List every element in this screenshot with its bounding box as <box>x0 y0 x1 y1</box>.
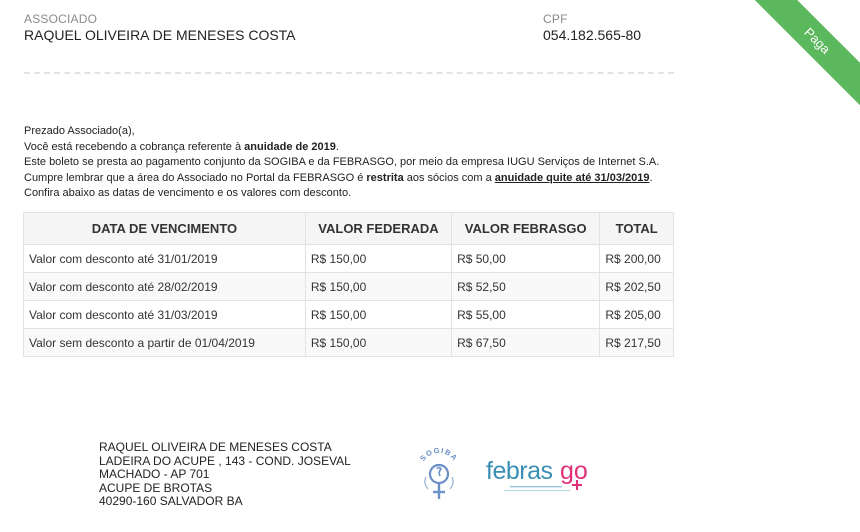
cell-febrasgo: R$ 52,50 <box>452 273 600 301</box>
sogiba-logo <box>415 447 463 503</box>
col-header-total: TOTAL <box>600 213 674 245</box>
message-line-payment: Este boleto se presta ao pagamento conjunto da SOGIBA e da FEBRASGO, por meio da empresa IUGU Serviços de Internet S.A. <box>24 156 660 168</box>
annuity-paid-link: anuidade quite até 31/03/2019 <box>494 171 650 184</box>
table-row <box>24 301 674 329</box>
cell-due-date: Valor com desconto até 31/01/2019 <box>24 245 306 273</box>
message-line-confirm: Confira abaixo as datas de vencimento e os valores com desconto. <box>24 187 352 199</box>
febrasgo-logo <box>484 452 596 497</box>
address-line: 40290-160 SALVADOR BA <box>99 494 243 508</box>
message-block <box>24 124 659 202</box>
cell-federada: R$ 150,00 <box>305 301 451 329</box>
cell-total: R$ 217,50 <box>600 329 674 357</box>
cpf-label: CPF <box>543 12 568 26</box>
table-row <box>24 273 674 301</box>
address-line: RAQUEL OLIVEIRA DE MENESES COSTA <box>99 440 332 454</box>
cell-total: R$ 205,00 <box>600 301 674 329</box>
status-ribbon <box>740 0 860 120</box>
restricted-highlight: restrita <box>366 171 404 184</box>
svg-text:SOGIBA <box>418 447 460 463</box>
text: Você está recebendo a cobrança referente à <box>24 140 245 153</box>
text: . <box>649 171 653 184</box>
text: . <box>335 140 339 153</box>
table-row <box>24 329 674 357</box>
table-header-row <box>24 213 674 245</box>
cell-due-date: Valor sem desconto a partir de 01/04/2019 <box>24 329 306 357</box>
cell-total: R$ 202,50 <box>600 273 674 301</box>
col-header-febrasgo: VALOR FEBRASGO <box>452 213 600 245</box>
message-line-annuity <box>24 140 659 156</box>
cell-due-date: Valor com desconto até 28/02/2019 <box>24 273 306 301</box>
text: Cumpre lembrar que a área do Associado no Portal da FEBRASGO é <box>24 171 367 184</box>
dashed-divider <box>24 72 674 74</box>
febrasgo-logo-main: febras <box>486 457 553 485</box>
col-header-federada: VALOR FEDERADA <box>305 213 451 245</box>
cell-total: R$ 200,00 <box>600 245 674 273</box>
cell-febrasgo: R$ 55,00 <box>452 301 600 329</box>
address-line: MACHADO - AP 701 <box>99 467 210 481</box>
cell-febrasgo: R$ 50,00 <box>452 245 600 273</box>
address-line: LADEIRA DO ACUPE , 143 - COND. JOSEVAL <box>99 453 351 468</box>
text: aos sócios com a <box>403 171 495 184</box>
cell-federada: R$ 150,00 <box>305 329 451 357</box>
associado-name: RAQUEL OLIVEIRA DE MENESES COSTA <box>24 27 296 43</box>
sogiba-logo-text: SOGIBA <box>418 447 460 463</box>
mailing-address <box>99 441 351 509</box>
cpf-value: 054.182.565-80 <box>543 27 642 43</box>
febrasgo-logo-accent: go <box>560 457 588 485</box>
cell-febrasgo: R$ 67,50 <box>452 329 600 357</box>
associado-label: ASSOCIADO <box>24 12 98 26</box>
cell-due-date: Valor com desconto até 31/03/2019 <box>24 301 306 329</box>
greeting: Prezado Associado(a), <box>24 125 135 137</box>
annuity-highlight: anuidade de 2019 <box>244 140 336 153</box>
col-header-due-date: DATA DE VENCIMENTO <box>24 213 306 245</box>
message-line-restricted <box>24 171 659 187</box>
address-line: ACUPE DE BROTAS <box>99 480 213 495</box>
cell-federada: R$ 150,00 <box>305 245 451 273</box>
table-row <box>24 245 674 273</box>
status-badge: Paga <box>746 0 860 112</box>
cell-federada: R$ 150,00 <box>305 273 451 301</box>
due-dates-table <box>23 212 674 357</box>
